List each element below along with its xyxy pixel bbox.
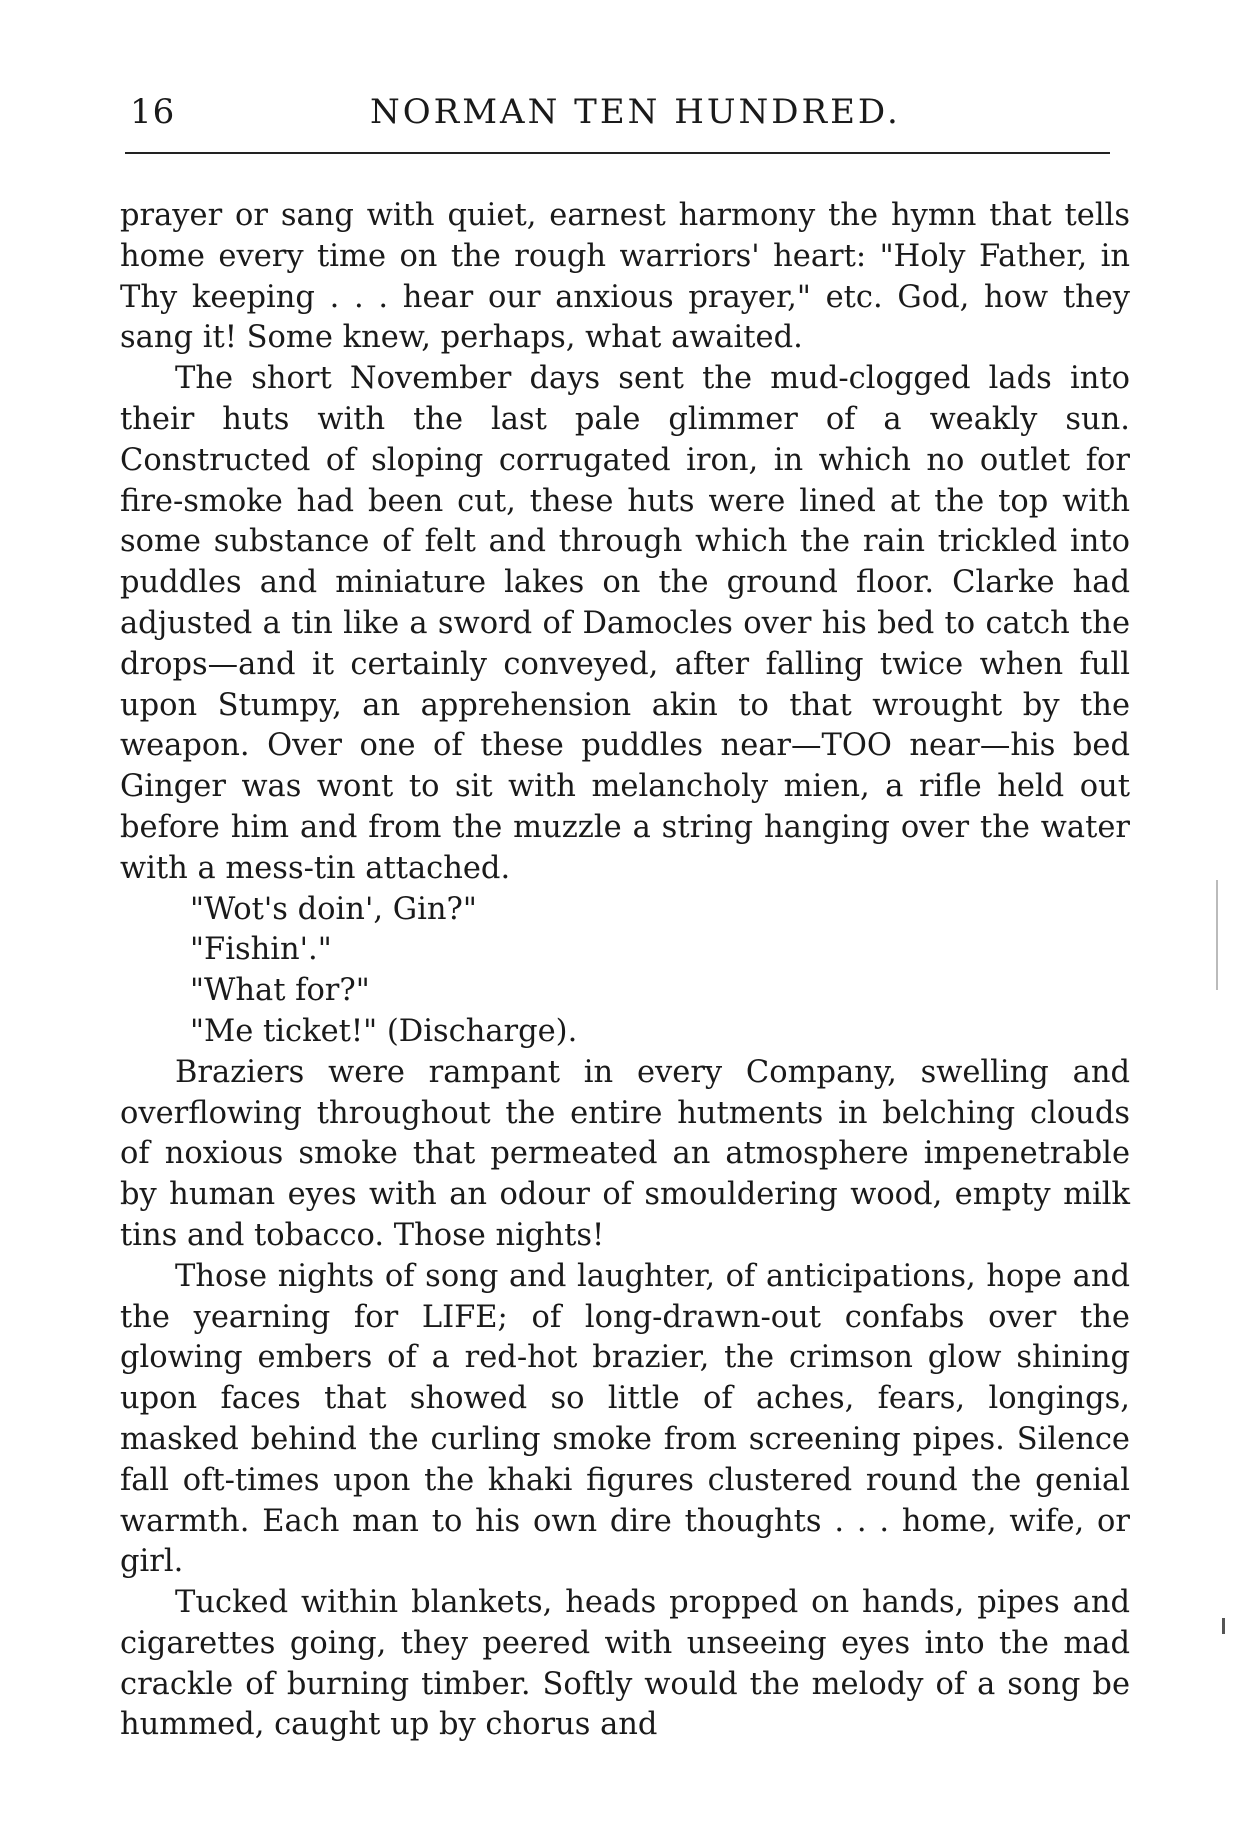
scan-speck bbox=[1222, 1618, 1225, 1634]
page-header bbox=[120, 92, 1110, 152]
dialogue-line: "Me ticket!" (Discharge). bbox=[190, 1013, 578, 1049]
dialogue-line: "Fishin'." bbox=[190, 932, 332, 968]
paragraph-braziers: Braziers were rampant in every Company, swelling and overflowing throughout the entire hutments in belching clouds of noxious smoke that permeated an atmosphere impenetrable by human eyes with an odour of smouldering wood, empty milk tins and tobacco. Those nights! bbox=[120, 1054, 1130, 1253]
dialogue-line: "Wot's doin', Gin?" bbox=[190, 891, 477, 927]
paragraph-november-huts: The short November days sent the mud-clogged lads into their huts with the last pale glimmer of a weakly sun. Constructed of sloping corrugated iron, in which no outlet for fire-smoke had been cut, these huts were lined at the top with some substance of felt and through which the rain trickled into puddles and miniature lakes on the ground floor. Clarke had adjusted a tin like a sword of Damocles over his bed to catch the drops—and it certainly conveyed, after falling twice when full upon Stumpy, an apprehension akin to that wrought by the weapon. Over one of these puddles near—TOO near—his bed Ginger was wont to sit with melancholy mien, a rifle held out before him and from the muzzle a string hanging over the water with a mess-tin attached. bbox=[120, 361, 1130, 886]
body-text bbox=[120, 196, 1130, 1746]
scan-speck bbox=[1216, 880, 1218, 990]
paragraph-prayer-continued: prayer or sang with quiet, earnest harmony the hymn that tells home every time on the rough warriors' heart: "Holy Father, in Thy keeping . . . hear our anxious prayer," etc. God, how they sang it! Some knew, perhaps, what awaited. bbox=[120, 198, 1130, 356]
paragraph-those-nights: Those nights of song and laughter, of anticipations, hope and the yearning for LIFE; of long-drawn-out confabs over the glowing embers of a red-hot brazier, the crimson glow shining upon faces that showed so little of aches, fears, longings, masked behind the curling smoke from screening pipes. Silence fall oft-times upon the khaki figures clustered round the genial warmth. Each man to his own dire thoughts . . . home, wife, or girl. bbox=[120, 1258, 1130, 1580]
dialogue-line: "What for?" bbox=[190, 973, 370, 1009]
paragraph-tucked-within: Tucked within blankets, heads propped on hands, pipes and cigarettes going, they peered with unseeing eyes into the mad crackle of burning timber. Softly would the melody of a song be hummed, caught up by chorus and bbox=[120, 1585, 1130, 1743]
running-title: NORMAN TEN HUNDRED. bbox=[370, 92, 901, 132]
page-number: 16 bbox=[130, 92, 176, 132]
header-rule bbox=[125, 152, 1110, 154]
